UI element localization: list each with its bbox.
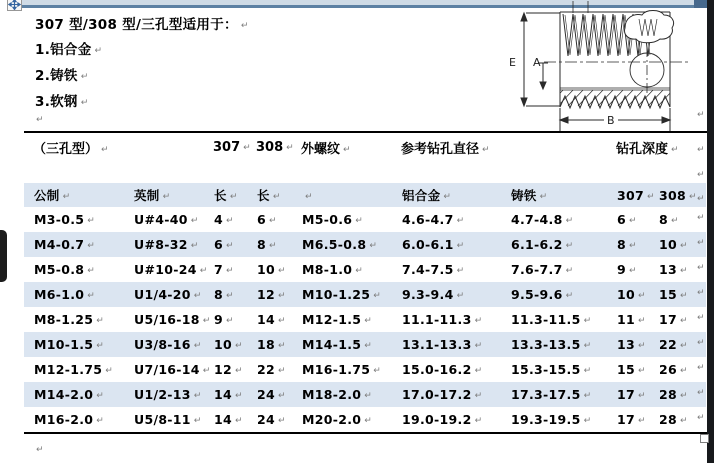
table-cell: 24 ↵	[257, 387, 286, 402]
paragraph-mark: ↵	[226, 216, 234, 226]
table-move-handle[interactable]	[7, 0, 22, 11]
paragraph-mark: ↵	[278, 341, 286, 351]
group-header-drill-depth: 钻孔深度 ↵	[616, 142, 679, 157]
table-cell: 8 ↵	[214, 287, 234, 302]
table-row	[24, 257, 706, 282]
paragraph-mark: ↵	[87, 216, 96, 226]
table-cell: 19.0-19.2 ↵	[402, 412, 483, 427]
paragraph-mark: ↵	[364, 391, 373, 401]
intro-title: 307 型/308 型/三孔型适用于： ↵	[35, 17, 249, 33]
paragraph-mark: ↵	[583, 366, 592, 376]
paragraph-mark: ↵	[355, 216, 364, 226]
group-header-type: （三孔型） ↵	[33, 142, 109, 157]
paragraph-mark: ↵	[343, 145, 351, 155]
table-cell: M4-0.7 ↵	[34, 237, 96, 252]
table-body	[24, 207, 706, 432]
table-cell: 8 ↵	[257, 237, 277, 252]
table-column-header	[24, 183, 706, 207]
intro-item-2: 2.铸铁 ↵	[35, 68, 89, 84]
after-table-paragraph	[33, 441, 44, 457]
paragraph-mark: ↵	[680, 341, 688, 351]
table-cell: 24 ↵	[257, 412, 286, 427]
table-cell: M18-2.0 ↵	[302, 387, 373, 402]
threaded-insert-diagram	[490, 0, 714, 133]
paragraph-mark: ↵	[226, 241, 234, 251]
row-end-mark: ↵	[697, 110, 705, 120]
intro-item-1: 1.铝合金 ↵	[35, 42, 103, 58]
row-end-mark: ↵	[697, 388, 705, 398]
paragraph-mark: ↵	[87, 291, 96, 301]
paragraph-mark: ↵	[36, 445, 44, 455]
paragraph-mark: ↵	[193, 391, 202, 401]
row-end-mark: ↵	[697, 313, 705, 323]
paragraph-mark: ↵	[202, 316, 211, 326]
table-cell: M14-1.5 ↵	[302, 337, 373, 352]
paragraph-mark: ↵	[305, 191, 313, 202]
table-cell: U#10-24 ↵	[134, 262, 208, 277]
paragraph-mark: ↵	[638, 416, 646, 426]
intro-item-3: 3.软钢 ↵	[35, 94, 89, 110]
paragraph-mark: ↵	[638, 291, 646, 301]
paragraph-mark: ↵	[96, 341, 105, 351]
paragraph-mark: ↵	[565, 216, 574, 226]
left-scroll-thumb[interactable]	[0, 230, 7, 282]
table-resize-handle[interactable]	[700, 434, 709, 443]
table-cell: U1/2-13 ↵	[134, 387, 202, 402]
paragraph-mark: ↵	[474, 341, 483, 351]
paragraph-mark: ↵	[565, 241, 574, 251]
paragraph-mark: ↵	[193, 416, 202, 426]
paragraph-mark: ↵	[474, 416, 483, 426]
col-header-len-308: 长 ↵	[257, 188, 281, 203]
paragraph-mark: ↵	[62, 192, 71, 202]
paragraph-mark: ↵	[87, 266, 96, 276]
table-row	[24, 407, 706, 432]
table-cell: M12-1.75 ↵	[34, 362, 114, 377]
table-cell: U3/8-16 ↵	[134, 337, 202, 352]
paragraph-mark: ↵	[364, 341, 373, 351]
paragraph-mark: ↵	[235, 391, 243, 401]
row-end-mark: ↵	[697, 338, 705, 348]
table-cell: 13 ↵	[659, 262, 688, 277]
group-header-ref-drill: 参考钻孔直径 ↵	[401, 142, 490, 157]
paragraph-mark: ↵	[583, 316, 592, 326]
row-end-mark: ↵	[697, 238, 705, 248]
table-cell: M5-0.6 ↵	[302, 212, 364, 227]
paragraph-mark: ↵	[199, 266, 208, 276]
paragraph-mark: ↵	[278, 391, 286, 401]
paragraph-mark: ↵	[226, 266, 234, 276]
table-cell: 14 ↵	[257, 312, 286, 327]
paragraph-mark: ↵	[373, 366, 382, 376]
col-header-aluminium: 铝合金 ↵	[402, 188, 452, 203]
table-cell: 17.3-17.5 ↵	[511, 387, 592, 402]
table-cell: 17.0-17.2 ↵	[402, 387, 483, 402]
col-header-len-307: 长 ↵	[214, 188, 238, 203]
table-cell: 10 ↵	[659, 237, 688, 252]
paragraph-mark: ↵	[278, 416, 286, 426]
table-cell: 11.3-11.5 ↵	[511, 312, 592, 327]
table-cell: 19.3-19.5 ↵	[511, 412, 592, 427]
paragraph-mark: ↵	[193, 341, 202, 351]
paragraph-mark: ↵	[565, 266, 574, 276]
table-group-header	[24, 136, 706, 159]
table-cell: 15.0-16.2 ↵	[402, 362, 483, 377]
paragraph-mark: ↵	[629, 266, 637, 276]
table-cell: 10 ↵	[617, 287, 646, 302]
paragraph-mark: ↵	[456, 216, 465, 226]
table-top-rule	[24, 131, 707, 133]
paragraph-mark: ↵	[355, 266, 364, 276]
paragraph-mark: ↵	[94, 46, 103, 56]
empty-paragraph	[33, 111, 44, 127]
table-cell: M16-1.75 ↵	[302, 362, 382, 377]
row-end-mark: ↵	[697, 363, 705, 373]
table-cell: 7 ↵	[214, 262, 234, 277]
paragraph-mark: ↵	[278, 266, 286, 276]
paragraph-mark: ↵	[105, 366, 114, 376]
table-cell: 13.3-13.5 ↵	[511, 337, 592, 352]
paragraph-mark: ↵	[278, 316, 286, 326]
paragraph-mark: ↵	[286, 143, 294, 153]
table-bottom-rule	[24, 432, 707, 434]
row-end-mark: ↵	[697, 194, 705, 204]
paragraph-mark: ↵	[638, 341, 646, 351]
paragraph-mark: ↵	[638, 316, 646, 326]
table-cell: U5/8-11 ↵	[134, 412, 202, 427]
paragraph-mark: ↵	[269, 216, 277, 226]
paragraph-mark: ↵	[629, 216, 637, 226]
table-cell: 11 ↵	[617, 312, 646, 327]
paragraph-mark: ↵	[565, 291, 574, 301]
table-cell: 12 ↵	[257, 287, 286, 302]
dim-label-A: A	[533, 56, 541, 69]
paragraph-mark: ↵	[638, 391, 646, 401]
paragraph-mark: ↵	[364, 416, 373, 426]
table-cell: M8-1.25 ↵	[34, 312, 105, 327]
dim-label-E: E	[509, 56, 516, 69]
table-row	[24, 332, 706, 357]
col-header-cast-iron: 铸铁 ↵	[511, 188, 548, 203]
table-cell: 6 ↵	[214, 237, 234, 252]
paragraph-mark: ↵	[190, 216, 199, 226]
paragraph-mark: ↵	[680, 291, 688, 301]
paragraph-mark: ↵	[87, 241, 96, 251]
group-header-308: 308 ↵	[256, 140, 294, 155]
table-cell: 17 ↵	[659, 312, 688, 327]
paragraph-mark: ↵	[474, 391, 483, 401]
table-cell: 6.1-6.2 ↵	[511, 237, 574, 252]
table-cell: 17 ↵	[617, 412, 646, 427]
table-cell: 22 ↵	[257, 362, 286, 377]
table-cell: M16-2.0 ↵	[34, 412, 105, 427]
paragraph-mark: ↵	[680, 391, 688, 401]
paragraph-mark: ↵	[364, 316, 373, 326]
table-cell: M14-2.0 ↵	[34, 387, 105, 402]
table-cell: 11.1-11.3 ↵	[402, 312, 483, 327]
table-cell: M6-1.0 ↵	[34, 287, 96, 302]
table-cell: 8 ↵	[617, 237, 637, 252]
paragraph-mark: ↵	[101, 145, 109, 155]
paragraph-mark: ↵	[680, 316, 688, 326]
paragraph-mark: ↵	[235, 416, 243, 426]
paragraph-mark: ↵	[96, 416, 105, 426]
paragraph-mark: ↵	[96, 391, 105, 401]
paragraph-mark: ↵	[96, 316, 105, 326]
table-cell: 26 ↵	[659, 362, 688, 377]
table-cell: 28 ↵	[659, 387, 688, 402]
table-row	[24, 307, 706, 332]
paragraph-mark: ↵	[240, 21, 249, 31]
row-end-mark: ↵	[697, 413, 705, 423]
table-cell: 13 ↵	[617, 337, 646, 352]
paragraph-mark: ↵	[80, 72, 89, 82]
table-cell: 14 ↵	[214, 387, 243, 402]
paragraph-mark: ↵	[243, 143, 251, 153]
table-cell: 9 ↵	[214, 312, 234, 327]
table-cell: U1/4-20 ↵	[134, 287, 202, 302]
paragraph-mark: ↵	[36, 115, 44, 125]
table-cell: 13.1-13.3 ↵	[402, 337, 483, 352]
table-cell: 17 ↵	[617, 387, 646, 402]
paragraph-mark: ↵	[482, 145, 490, 155]
table-cell: M3-0.5 ↵	[34, 212, 96, 227]
table-row	[24, 207, 706, 232]
table-row	[24, 382, 706, 407]
insert-technical-drawing	[490, 0, 714, 133]
table-cell: 15 ↵	[659, 287, 688, 302]
table-cell: 6 ↵	[257, 212, 277, 227]
col-header-metric: 公制 ↵	[34, 188, 71, 203]
table-cell: 4 ↵	[214, 212, 234, 227]
paragraph-mark: ↵	[583, 416, 592, 426]
table-cell: 12 ↵	[214, 362, 243, 377]
table-cell: 8 ↵	[659, 212, 679, 227]
move-arrows-icon	[8, 0, 21, 10]
table-cell: 7.4-7.5 ↵	[402, 262, 465, 277]
paragraph-mark: ↵	[369, 241, 378, 251]
table-cell: 6.0-6.1 ↵	[402, 237, 465, 252]
table-cell: M12-1.5 ↵	[302, 312, 373, 327]
paragraph-mark: ↵	[680, 266, 688, 276]
table-cell: M6.5-0.8 ↵	[302, 237, 378, 252]
table-cell: U#4-40 ↵	[134, 212, 199, 227]
table-cell: M20-2.0 ↵	[302, 412, 373, 427]
group-header-external-thread: 外螺纹 ↵	[301, 142, 351, 157]
table-cell: M10-1.5 ↵	[34, 337, 105, 352]
paragraph-mark: ↵	[202, 366, 211, 376]
col-header-depth-308: 308 ↵	[659, 187, 697, 203]
table-cell: 15 ↵	[617, 362, 646, 377]
paragraph-mark: ↵	[539, 192, 548, 202]
table-row	[24, 357, 706, 382]
paragraph-mark: ↵	[226, 316, 234, 326]
paragraph-mark: ↵	[456, 241, 465, 251]
col-header-imperial: 英制 ↵	[134, 188, 171, 203]
table-cell: 14 ↵	[214, 412, 243, 427]
table-cell: 9.3-9.4 ↵	[402, 287, 465, 302]
paragraph-mark: ↵	[680, 416, 688, 426]
table-cell: U5/16-18 ↵	[134, 312, 211, 327]
paragraph-mark: ↵	[689, 191, 697, 202]
paragraph-mark: ↵	[456, 266, 465, 276]
paragraph-mark: ↵	[80, 98, 89, 108]
row-end-mark: ↵	[697, 145, 705, 155]
table-cell: 4.6-4.7 ↵	[402, 212, 465, 227]
table-cell: 4.7-4.8 ↵	[511, 212, 574, 227]
paragraph-mark: ↵	[583, 391, 592, 401]
paragraph-mark: ↵	[474, 316, 483, 326]
paragraph-mark: ↵	[443, 192, 452, 202]
row-end-mark: ↵	[697, 263, 705, 273]
table-cell: 6 ↵	[617, 212, 637, 227]
paragraph-mark: ↵	[235, 366, 243, 376]
paragraph-mark: ↵	[190, 241, 199, 251]
paragraph-mark: ↵	[278, 366, 286, 376]
paragraph-mark: ↵	[671, 145, 679, 155]
table-cell: U7/16-14 ↵	[134, 362, 211, 377]
table-row	[24, 282, 706, 307]
group-header-307: 307 ↵	[213, 140, 251, 155]
row-end-mark: ↵	[697, 170, 705, 180]
table-cell: 15.3-15.5 ↵	[511, 362, 592, 377]
table-cell: 7.6-7.7 ↵	[511, 262, 574, 277]
paragraph-mark: ↵	[456, 291, 465, 301]
spec-table	[24, 183, 706, 432]
paragraph-mark: ↵	[583, 341, 592, 351]
paragraph-mark: ↵	[647, 191, 655, 202]
table-cell: M10-1.25 ↵	[302, 287, 382, 302]
paragraph-mark: ↵	[269, 241, 277, 251]
paragraph-mark: ↵	[235, 341, 243, 351]
table-cell: M5-0.8 ↵	[34, 262, 96, 277]
paragraph-mark: ↵	[278, 291, 286, 301]
table-cell: 9 ↵	[617, 262, 637, 277]
row-end-mark: ↵	[697, 213, 705, 223]
table-cell: U#8-32 ↵	[134, 237, 199, 252]
paragraph-mark: ↵	[373, 291, 382, 301]
table-row	[24, 232, 706, 257]
table-cell: 10 ↵	[257, 262, 286, 277]
paragraph-mark: ↵	[229, 192, 238, 202]
paragraph-mark: ↵	[272, 192, 281, 202]
table-cell: 9.5-9.6 ↵	[511, 287, 574, 302]
paragraph-mark: ↵	[162, 192, 171, 202]
table-cell: 22 ↵	[659, 337, 688, 352]
paragraph-mark: ↵	[671, 216, 679, 226]
table-cell: 18 ↵	[257, 337, 286, 352]
dim-label-B: B	[607, 114, 615, 127]
paragraph-mark: ↵	[474, 366, 483, 376]
table-cell: 10 ↵	[214, 337, 243, 352]
paragraph-mark: ↵	[193, 291, 202, 301]
paragraph-mark: ↵	[680, 241, 688, 251]
paragraph-mark: ↵	[629, 241, 637, 251]
table-cell: M8-1.0 ↵	[302, 262, 364, 277]
paragraph-mark: ↵	[680, 366, 688, 376]
col-header-blank	[292, 188, 392, 203]
paragraph-mark: ↵	[638, 366, 646, 376]
row-end-mark: ↵	[697, 288, 705, 298]
paragraph-mark: ↵	[226, 291, 234, 301]
table-cell: 28 ↵	[659, 412, 688, 427]
col-header-depth-307: 307 ↵	[617, 187, 655, 203]
